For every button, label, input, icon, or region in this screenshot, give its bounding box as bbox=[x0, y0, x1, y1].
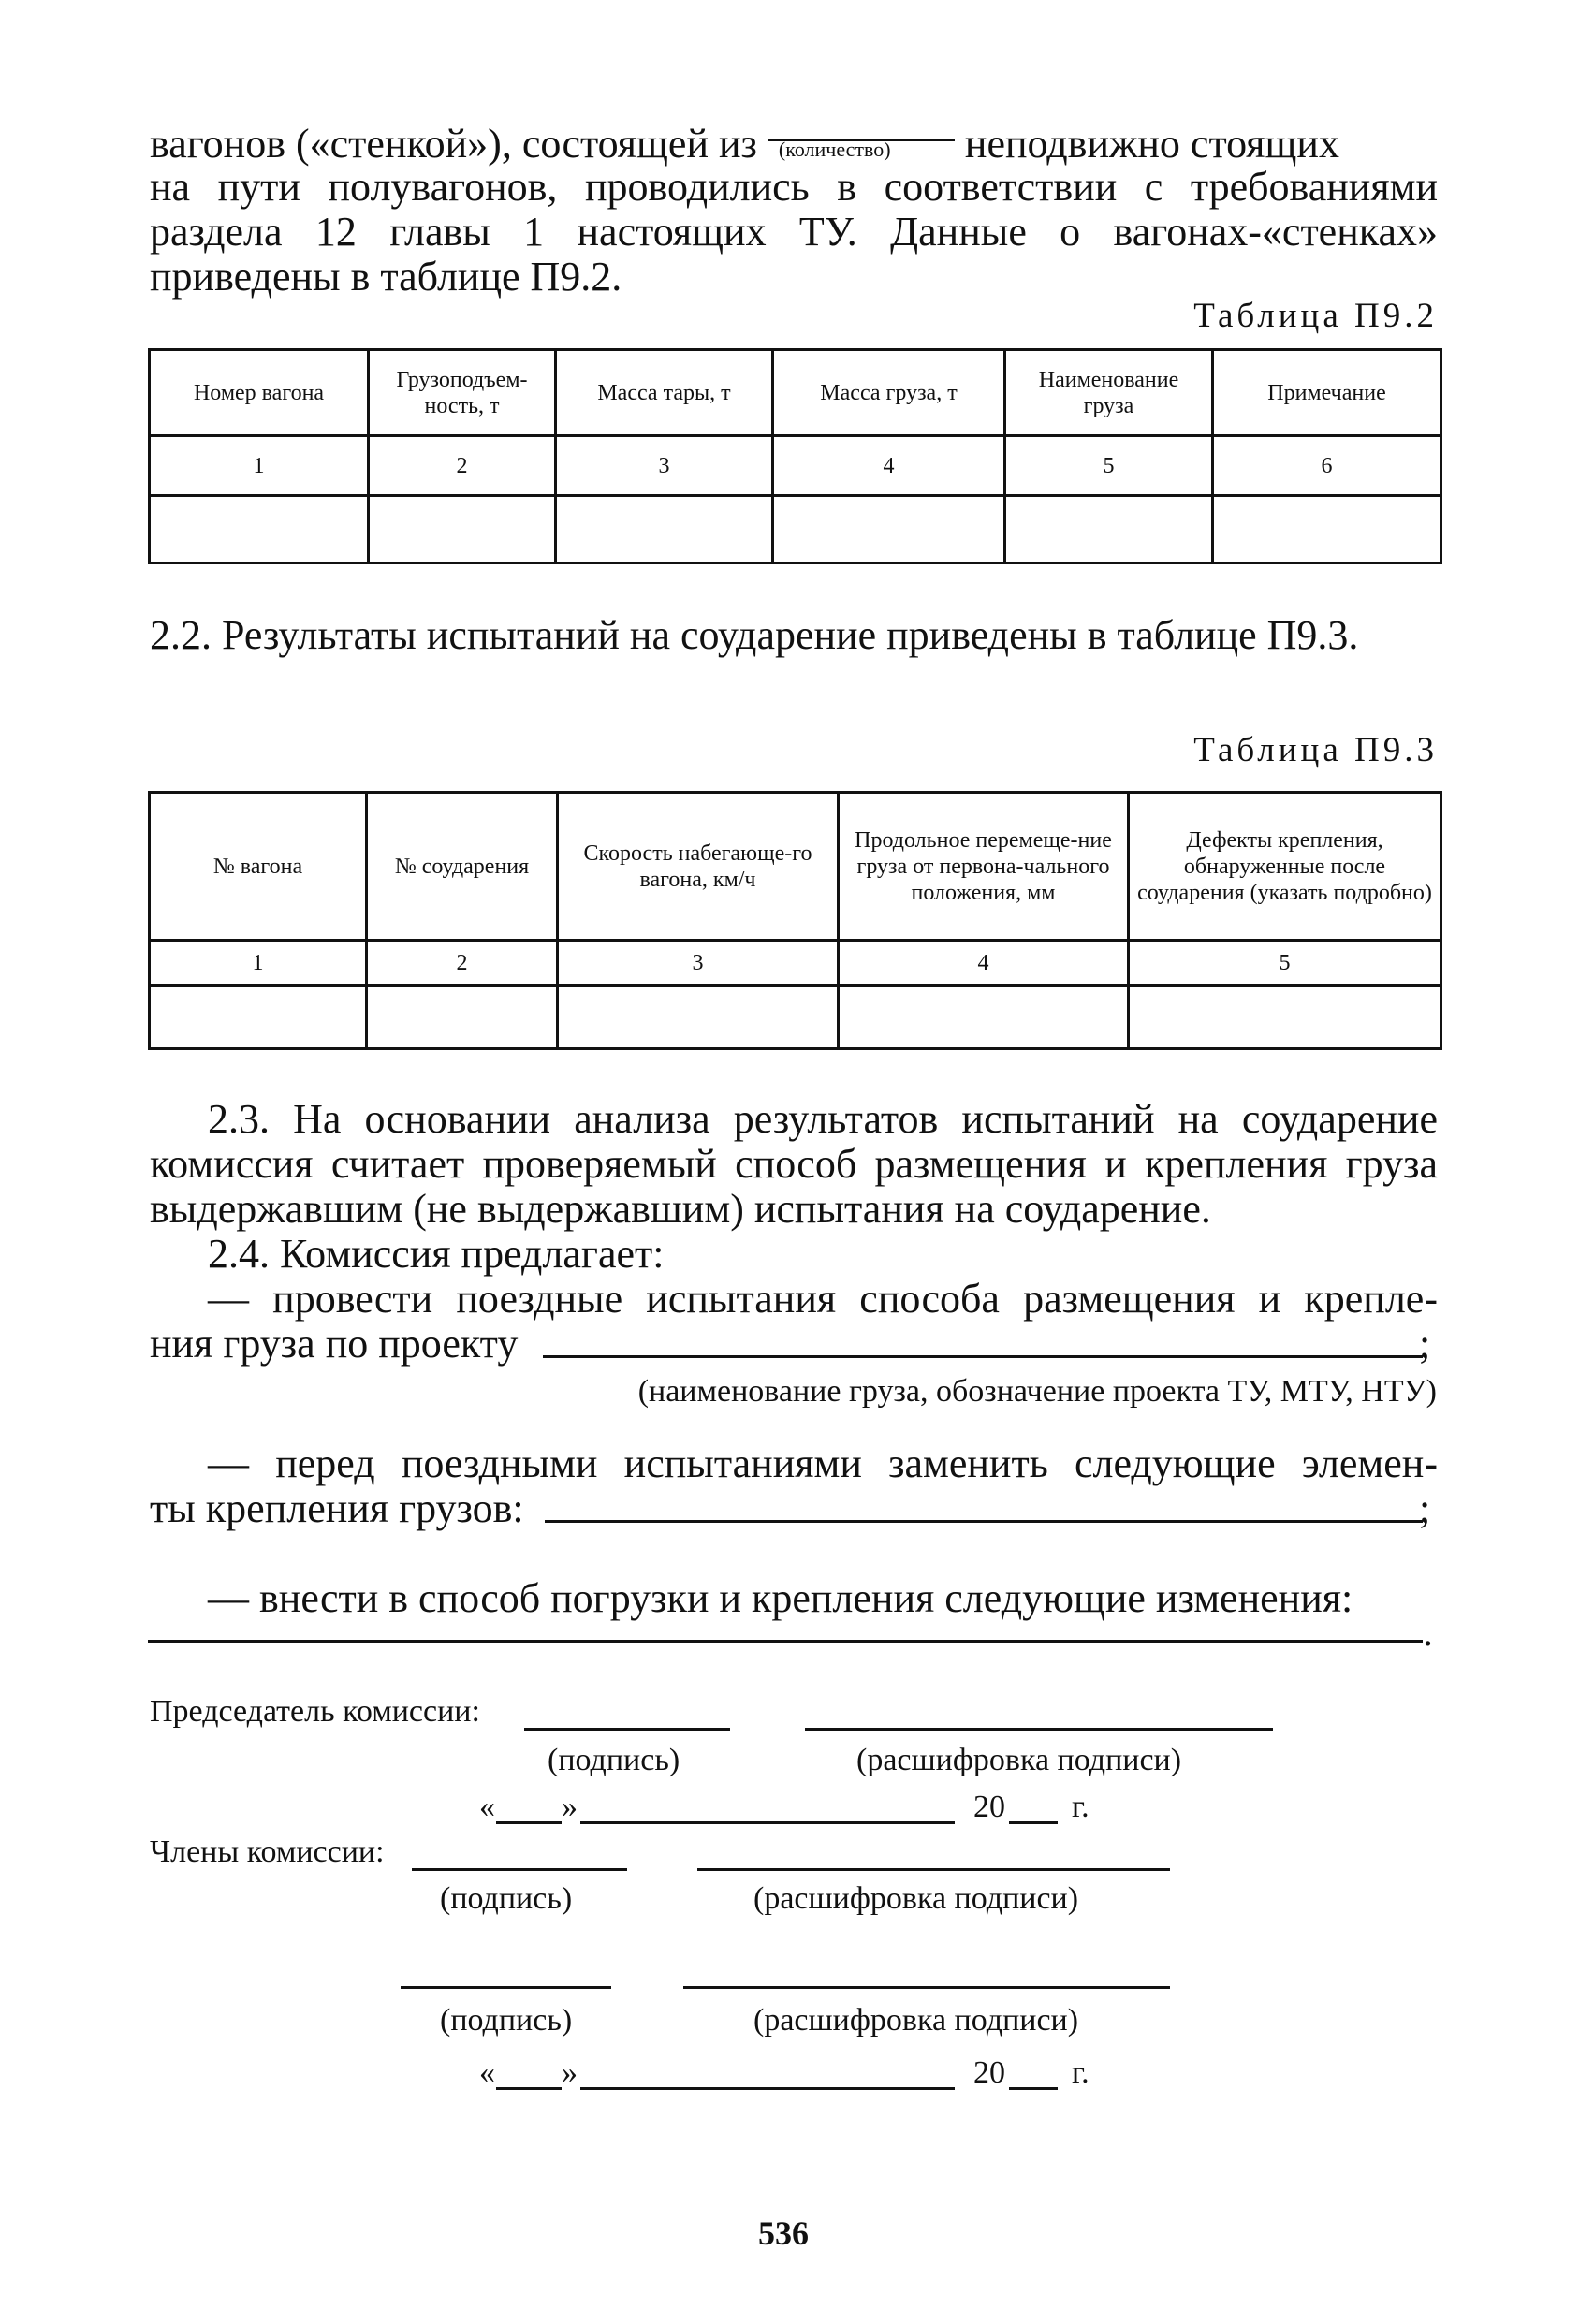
table-empty-row bbox=[150, 496, 1441, 563]
number-cell: 5 bbox=[1129, 941, 1441, 986]
member-2-sign-note: (подпись) bbox=[440, 2003, 573, 2038]
table-p9-3 bbox=[148, 791, 1442, 1050]
members-year-prefix: 20 bbox=[973, 2055, 1005, 2090]
chairman-year-suffix: г. bbox=[1072, 1790, 1089, 1824]
empty-cell bbox=[1005, 496, 1213, 563]
members-date-open: « bbox=[479, 2055, 495, 2090]
empty-cell bbox=[1129, 986, 1441, 1049]
table-header-row bbox=[150, 793, 1441, 941]
empty-cell bbox=[839, 986, 1129, 1049]
header-cell: Продольное перемеще-ние груза от первона-чального положения, мм bbox=[839, 793, 1129, 941]
empty-cell bbox=[150, 986, 367, 1049]
number-cell: 1 bbox=[150, 436, 369, 496]
item-2-text: ты крепления грузов: bbox=[150, 1485, 524, 1531]
paragraph-2-4: 2.4. Комиссия предлагает: bbox=[208, 1231, 665, 1277]
members-day-line bbox=[496, 2087, 562, 2090]
chairman-year-prefix: 20 bbox=[973, 1790, 1005, 1824]
item-1-line-1: — провести поездные испытания способа размещения и крепле- bbox=[208, 1276, 1438, 1322]
chairman-sign-line bbox=[524, 1728, 730, 1731]
number-cell: 4 bbox=[773, 436, 1005, 496]
header-cell: № вагона bbox=[150, 793, 367, 941]
chairman-month-line bbox=[580, 1821, 955, 1824]
number-cell: 6 bbox=[1213, 436, 1441, 496]
members-label: Члены комиссии: bbox=[150, 1834, 385, 1869]
item-2-end: ; bbox=[1419, 1485, 1431, 1531]
quantity-note: (количество) bbox=[778, 138, 891, 161]
member-2-decode-line bbox=[683, 1986, 1170, 1989]
elements-blank-line bbox=[545, 1520, 1423, 1523]
chairman-year-line bbox=[1009, 1821, 1058, 1824]
member-2-sign-line bbox=[401, 1986, 611, 1989]
quantity-blank bbox=[768, 120, 955, 161]
table-p9-2 bbox=[148, 348, 1442, 564]
chairman-day-line bbox=[496, 1821, 562, 1824]
members-date-close: » bbox=[562, 2055, 578, 2090]
number-cell: 2 bbox=[367, 941, 558, 986]
header-cell: Наименование груза bbox=[1005, 350, 1213, 436]
member-2-decode-note: (расшифровка подписи) bbox=[753, 2003, 1079, 2038]
item-2-line-1: — перед поездными испытаниями заменить следующие элемен- bbox=[208, 1440, 1438, 1486]
item-1-line-2 bbox=[150, 1322, 1438, 1367]
item-1-end: ; bbox=[1419, 1321, 1431, 1367]
header-cell: Скорость набегающе-го вагона, км/ч bbox=[558, 793, 839, 941]
project-note: (наименование груза, обозначение проекта ТУ, МТУ, НТУ) bbox=[637, 1374, 1437, 1409]
number-cell: 3 bbox=[558, 941, 839, 986]
page-number: 536 bbox=[758, 2214, 809, 2252]
table-number-row bbox=[150, 436, 1441, 496]
header-cell: Грузоподъем-ность, т bbox=[369, 350, 556, 436]
members-year-line bbox=[1009, 2087, 1058, 2090]
table-p9-3-caption: Таблица П9.3 bbox=[1193, 731, 1438, 769]
item-3-line-1: — внести в способ погрузки и крепления следующие изменения: bbox=[208, 1575, 1353, 1621]
number-cell: 2 bbox=[369, 436, 556, 496]
member-1-sign-line bbox=[412, 1868, 627, 1871]
members-year-suffix: г. bbox=[1072, 2055, 1089, 2090]
empty-cell bbox=[773, 496, 1005, 563]
item-3-end: . bbox=[1423, 1609, 1433, 1655]
empty-cell bbox=[1213, 496, 1441, 563]
item-2-line-2 bbox=[150, 1486, 1438, 1531]
empty-cell bbox=[367, 986, 558, 1049]
intro-line-1 bbox=[150, 120, 1438, 167]
empty-cell bbox=[150, 496, 369, 563]
chairman-label: Председатель комиссии: bbox=[150, 1694, 480, 1729]
member-1-decode-line bbox=[697, 1868, 1170, 1871]
paragraph-2-3: 2.3. На основании анализа результатов испытаний на соударение комиссия считает проверяемый способ размещения и крепления груза выдержавшим (не выдержавшим) испытания на соударение. bbox=[150, 1096, 1438, 1232]
intro-paragraph: на пути полувагонов, проводились в соответствии с требованиями раздела 12 главы 1 настоящих ТУ. Данные о вагонах-«стенках» приведены в таблице П9.2. bbox=[150, 164, 1438, 300]
table-p9-2-caption: Таблица П9.2 bbox=[1193, 297, 1438, 335]
member-1-decode-note: (расшифровка подписи) bbox=[753, 1881, 1079, 1916]
table-number-row bbox=[150, 941, 1441, 986]
intro-text-end: неподвижно стоящих bbox=[964, 121, 1339, 167]
item-1-text: ния груза по проекту bbox=[150, 1321, 519, 1367]
chairman-sign-note: (подпись) bbox=[548, 1743, 680, 1777]
changes-blank-line bbox=[148, 1640, 1423, 1643]
chairman-decode-note: (расшифровка подписи) bbox=[856, 1743, 1182, 1777]
number-cell: 4 bbox=[839, 941, 1129, 986]
header-cell: Масса тары, т bbox=[556, 350, 773, 436]
empty-cell bbox=[556, 496, 773, 563]
header-cell: Примечание bbox=[1213, 350, 1441, 436]
table-empty-row bbox=[150, 986, 1441, 1049]
number-cell: 1 bbox=[150, 941, 367, 986]
header-cell: Номер вагона bbox=[150, 350, 369, 436]
member-1-sign-note: (подпись) bbox=[440, 1881, 573, 1916]
paragraph-2-2: 2.2. Результаты испытаний на соударение приведены в таблице П9.3. bbox=[150, 612, 1359, 658]
chairman-date-open: « bbox=[479, 1790, 495, 1824]
members-month-line bbox=[580, 2087, 955, 2090]
empty-cell bbox=[369, 496, 556, 563]
number-cell: 3 bbox=[556, 436, 773, 496]
header-cell: № соударения bbox=[367, 793, 558, 941]
intro-text-start: вагонов («стенкой»), состоящей из bbox=[150, 121, 757, 167]
chairman-decode-line bbox=[805, 1728, 1273, 1731]
number-cell: 5 bbox=[1005, 436, 1213, 496]
table-header-row bbox=[150, 350, 1441, 436]
header-cell: Масса груза, т bbox=[773, 350, 1005, 436]
project-blank-line bbox=[543, 1355, 1423, 1358]
empty-cell bbox=[558, 986, 839, 1049]
header-cell: Дефекты крепления, обнаруженные после соударения (указать подробно) bbox=[1129, 793, 1441, 941]
chairman-date-close: » bbox=[562, 1790, 578, 1824]
